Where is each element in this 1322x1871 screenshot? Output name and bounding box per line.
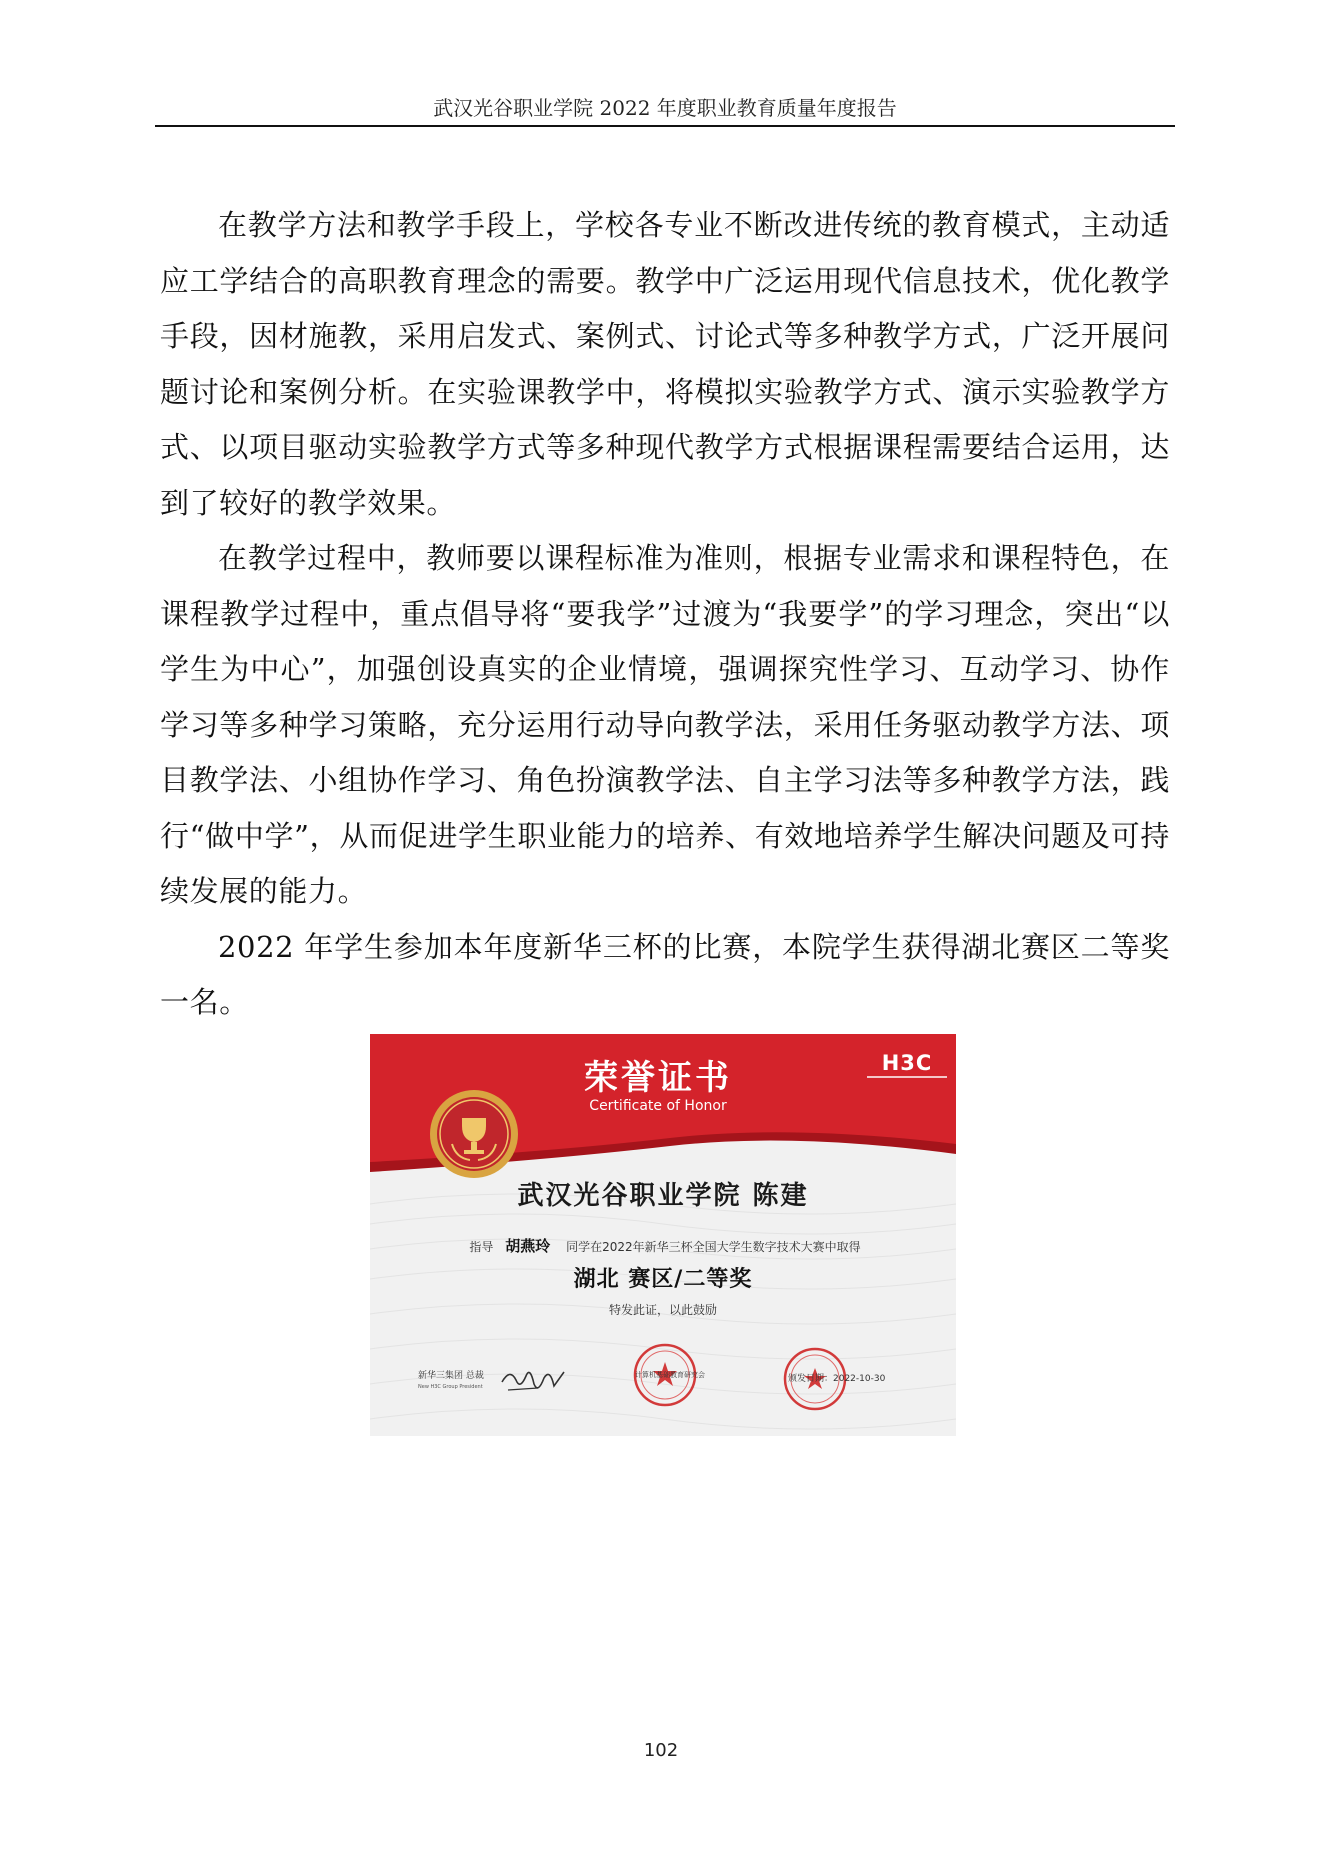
h3c-logo: H3C <box>881 1051 933 1075</box>
running-header: 武汉光谷职业学院 2022 年度职业教育质量年度报告 <box>433 96 897 120</box>
logo-underline <box>867 1076 947 1078</box>
paragraph-competition: 2022 年学生参加本年度新华三杯的比赛，本院学生获得湖北赛区二等奖一名。 <box>160 929 1170 1019</box>
certificate-encouragement: 特发此证，以此鼓励 <box>608 1303 717 1317</box>
body-text <box>160 198 1170 1031</box>
paragraph-teaching-process: 在教学过程中，教师要以课程标准为准则，根据专业需求和课程特色，在课程教学过程中，重点倡导将“要我学”过渡为“我要学”的学习理念，突出“以学生为中心”，加强创设真实的企业情境，强调探究性学习、互动学习、协作学习等多种学习策略，充分运用行动导向教学法，采用任务驱动教学方法、项目教学法、小组协作学习、角色扮演教学法、自主学习法等多种教学方法，践行“做中学”，从而促进学生职业能力的培养、有效地培养学生解决问题及可持续发展的能力。 <box>160 541 1170 908</box>
certificate-title: 荣誉证书 <box>584 1058 732 1098</box>
issue-date: 颁发日期：2022-10-30 <box>788 1374 886 1384</box>
certificate-recipient: 武汉光谷职业学院 陈建 <box>517 1181 809 1211</box>
certificate-mentor-line <box>430 1238 900 1255</box>
mentor-label: 指导 <box>469 1240 494 1254</box>
trophy-medal-icon <box>426 1086 522 1182</box>
certificate-description: 同学在2022年新华三杯全国大学生数字技术大赛中取得 <box>566 1240 861 1254</box>
paragraph-teaching-methods: 在教学方法和教学手段上，学校各专业不断改进传统的教育模式，主动适应工学结合的高职教育理念的需要。教学中广泛运用现代信息技术，优化教学手段，因材施教，采用启发式、案例式、讨论式等多种教学方式，广泛开展问题讨论和案例分析。在实验课教学中，将模拟实验教学方式、演示实验教学方式、以项目驱动实验教学方式等多种现代教学方式根据课程需要结合运用，达到了较好的教学效果。 <box>160 208 1170 520</box>
signatory-title: 新华三集团 总裁 <box>418 1371 484 1381</box>
signatory-title-en: New H3C Group President <box>418 1384 483 1390</box>
handwritten-signature <box>498 1360 568 1400</box>
header-rule <box>155 125 1175 127</box>
certificate-subtitle: Certificate of Honor <box>589 1098 727 1114</box>
mentor-name: 胡燕玲 <box>505 1237 551 1255</box>
seal-text: 计算机基础教育研究会 <box>635 1371 705 1379</box>
certificate-image <box>370 1034 956 1436</box>
page-number: 102 <box>643 1740 679 1761</box>
certificate-award: 湖北 赛区/二等奖 <box>573 1267 753 1292</box>
